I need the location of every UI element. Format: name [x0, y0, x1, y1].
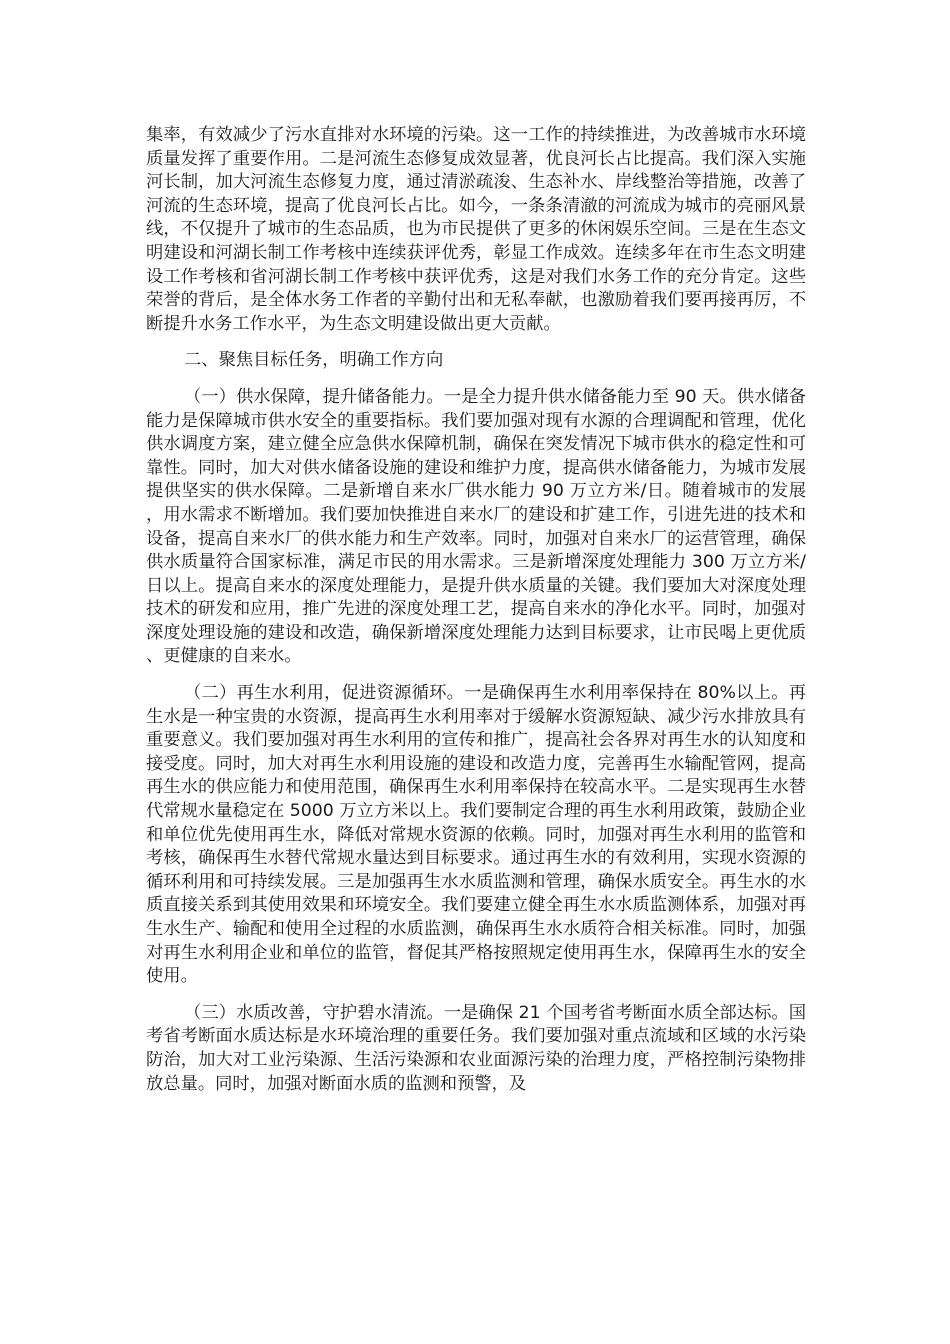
paragraph-water-supply: （一）供水保障，提升储备能力。一是全力提升供水储备能力至 90 天。供水储备能力是保障城市供水安全的重要指标。我们要加强对现有水源的合理调配和管理，优化供水调度方案，建立健全应急供水保障机制，确保在突发情况下城市供水的稳定性和可靠性。同时，加大对供水储备设施的建设和维护力度，提高供水储备能力，为城市发展提供坚实的供水保障。二是新增自来水厂供水能力 90 万立方米/日。随着城市的发展，用水需求不断增加。我们要加快推进自来水厂的建设和扩建工作，引进先进的技术和设备，提高自来水厂的供水能力和生产效率。同时，加强对自来水厂的运营管理，确保供水质量符合国家标准，满足市民的用水需求。三是新增深度处理能力 300 万立方米/日以上。提高自来水的深度处理能力，是提升供水质量的关键。我们要加大对深度处理技术的研发和应用，推广先进的深度处理工艺，提高自来水的净化水平。同时，加强对深度处理设施的建设和改造，确保新增深度处理能力达到目标要求，让市民喝上更优质、更健康的自来水。 — [146, 386, 806, 667]
document-page — [146, 124, 806, 1109]
section-heading: 二、聚焦目标任务，明确工作方向 — [184, 350, 444, 371]
paragraph-water-quality: （三）水质改善，守护碧水清流。一是确保 21 个国考省考断面水质全部达标。国考省考断面水质达标是水环境治理的重要任务。我们要加强对重点流域和区域的水污染防治，加大对工业污染源、生活污染源和农业面源污染的治理力度，严格控制污染物排放总量。同时，加强对断面水质的监测和预警，及 — [146, 1002, 806, 1094]
paragraph-continued: 集率，有效减少了污水直排对水环境的污染。这一工作的持续推进，为改善城市水环境质量发挥了重要作用。二是河流生态修复成效显著，优良河长占比提高。我们深入实施河长制，加大河流生态修复力度，通过清淤疏浚、生态补水、岸线整治等措施，改善了河流的生态环境，提高了优良河长占比。如今，一条条清澈的河流成为城市的亮丽风景线，不仅提升了城市的生态品质，也为市民提供了更多的休闲娱乐空间。三是在生态文明建设和河湖长制工作考核中连续获评优秀，彰显工作成效。连续多年在市生态文明建设工作考核和省河湖长制工作考核中获评优秀，这是对我们水务工作的充分肯定。这些荣誉的背后，是全体水务工作者的辛勤付出和无私奉献，也激励着我们要再接再厉，不断提升水务工作水平，为生态文明建设做出更大贡献。 — [146, 125, 806, 334]
paragraph-reclaimed-water: （二）再生水利用，促进资源循环。一是确保再生水利用率保持在 80%以上。再生水是一种宝贵的水资源，提高再生水利用率对于缓解水资源短缺、减少污水排放具有重要意义。我们要加强对再生水利用的宣传和推广，提高社会各界对再生水的认知度和接受度。同时，加大对再生水利用设施的建设和改造力度，完善再生水输配管网，提高再生水的供应能力和使用范围，确保再生水利用率保持在较高水平。二是实现再生水替代常规水量稳定在 5000 万立方米以上。我们要制定合理的再生水利用政策，鼓励企业和单位优先使用再生水，降低对常规水资源的依赖。同时，加强对再生水利用的监管和考核，确保再生水替代常规水量达到目标要求。通过再生水的有效利用，实现水资源的循环利用和可持续发展。三是加强再生水水质监测和管理，确保水质安全。再生水的水质直接关系到其使用效果和环境安全。我们要建立健全再生水水质监测体系，加强对再生水生产、输配和使用全过程的水质监测，确保再生水水质符合相关标准。同时，加强对再生水利用企业和单位的监管，督促其严格按照规定使用再生水，保障再生水的安全使用。 — [146, 683, 806, 987]
